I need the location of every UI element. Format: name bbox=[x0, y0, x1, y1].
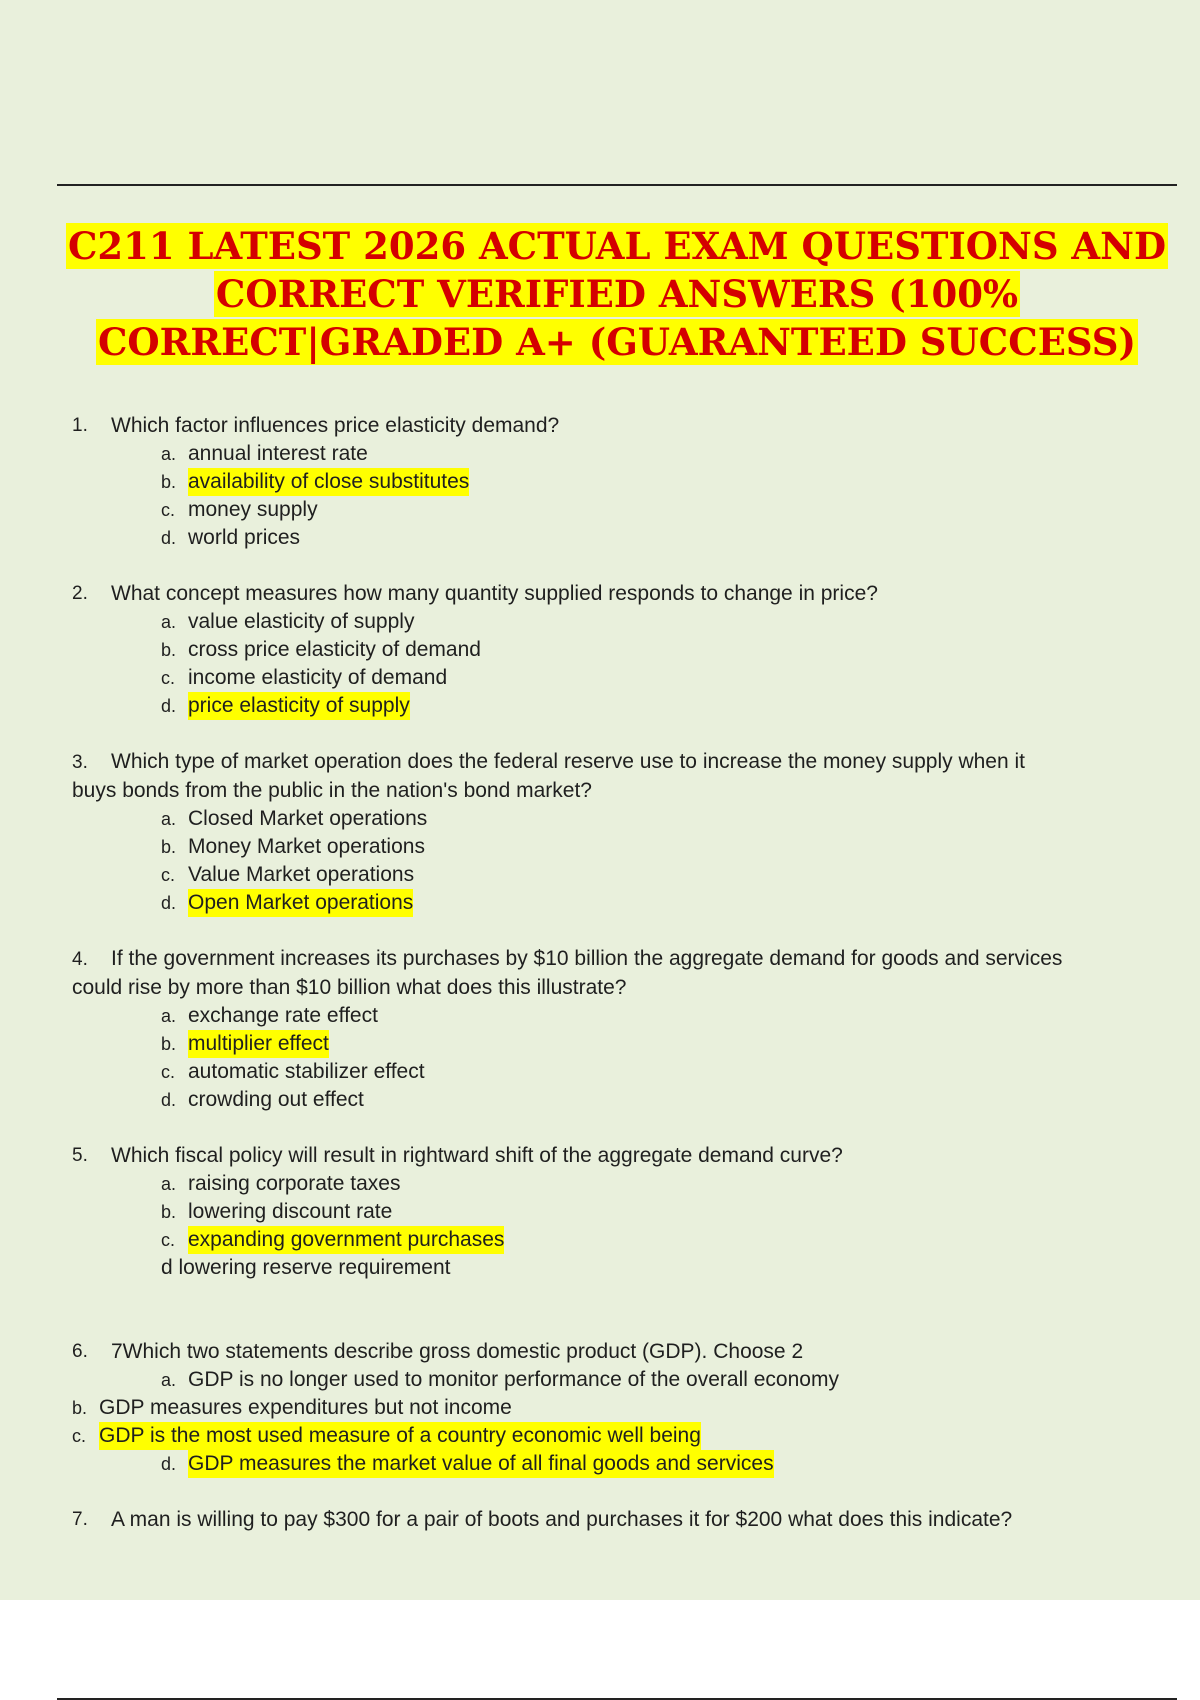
option-b: b. multiplier effect bbox=[161, 1030, 1182, 1058]
question-number: 3. bbox=[72, 752, 88, 773]
option-c: c. income elasticity of demand bbox=[161, 666, 448, 689]
correct-answer: multiplier effect bbox=[188, 1030, 329, 1058]
title-line-3: CORRECT|GRADED A+ (GUARANTEED SUCCESS) bbox=[97, 320, 1137, 364]
title-line-2: CORRECT VERIFIED ANSWERS (100% bbox=[215, 272, 1019, 316]
question-number: 5. bbox=[72, 1145, 88, 1166]
option-d: d. price elasticity of supply bbox=[161, 692, 1182, 720]
correct-answer: GDP measures the market value of all final goods and services bbox=[188, 1450, 774, 1478]
question-7 bbox=[72, 1506, 1182, 1534]
question-text-line-1: If the government increases its purchases by $10 billion the aggregate demand for goods and services bbox=[111, 947, 1063, 970]
option-b: b. lowering discount rate bbox=[161, 1200, 393, 1223]
question-number: 7. bbox=[72, 1509, 88, 1530]
correct-answer: availability of close substitutes bbox=[188, 468, 469, 496]
option-a: a. value elasticity of supply bbox=[161, 610, 415, 633]
question-2 bbox=[72, 580, 1182, 720]
question-3 bbox=[72, 748, 1182, 917]
question-text: 7Which two statements describe gross domestic product (GDP). Choose 2 bbox=[111, 1340, 804, 1363]
option-c: c. money supply bbox=[161, 498, 318, 521]
option-a: a. exchange rate effect bbox=[161, 1004, 378, 1027]
question-text-line-2: buys bonds from the public in the nation's bond market? bbox=[72, 779, 592, 802]
document-title bbox=[60, 222, 1174, 366]
question-list bbox=[72, 412, 1182, 1534]
option-b: b. availability of close substitutes bbox=[161, 468, 1182, 496]
question-1 bbox=[72, 412, 1182, 552]
question-text: What concept measures how many quantity supplied responds to change in price? bbox=[111, 582, 878, 605]
question-number: 2. bbox=[72, 583, 88, 604]
option-c: c. expanding government purchases bbox=[161, 1226, 1182, 1254]
option-a: a. raising corporate taxes bbox=[161, 1172, 401, 1195]
question-number: 1. bbox=[72, 415, 88, 436]
question-text: Which fiscal policy will result in rightward shift of the aggregate demand curve? bbox=[111, 1144, 843, 1167]
option-b: b. Money Market operations bbox=[161, 835, 425, 858]
option-c: c. GDP is the most used measure of a country economic well being bbox=[72, 1422, 1182, 1450]
question-text-line-2: could rise by more than $10 billion what does this illustrate? bbox=[72, 976, 627, 999]
option-a: a. GDP is no longer used to monitor performance of the overall economy bbox=[161, 1368, 839, 1391]
correct-answer: GDP is the most used measure of a country economic well being bbox=[99, 1422, 701, 1450]
option-c: c. automatic stabilizer effect bbox=[161, 1060, 425, 1083]
option-c: c. Value Market operations bbox=[161, 863, 415, 886]
question-5 bbox=[72, 1142, 1182, 1282]
option-d: d lowering reserve requirement bbox=[161, 1256, 451, 1279]
question-text-line-1: Which type of market operation does the federal reserve use to increase the money supply when it bbox=[111, 750, 1025, 773]
option-a: a. Closed Market operations bbox=[161, 807, 428, 830]
option-d: d. world prices bbox=[161, 526, 301, 549]
option-d: d. GDP measures the market value of all final goods and services bbox=[161, 1450, 1182, 1478]
option-b: b. cross price elasticity of demand bbox=[161, 638, 481, 661]
correct-answer: price elasticity of supply bbox=[188, 692, 410, 720]
option-d: d. Open Market operations bbox=[161, 889, 1182, 917]
question-text: A man is willing to pay $300 for a pair of boots and purchases it for $200 what does this indicate? bbox=[111, 1508, 1013, 1531]
title-line-1: C211 LATEST 2026 ACTUAL EXAM QUESTIONS AND bbox=[67, 224, 1167, 268]
option-d: d. crowding out effect bbox=[161, 1088, 364, 1111]
question-number: 6. bbox=[72, 1341, 88, 1362]
question-text: Which factor influences price elasticity demand? bbox=[111, 414, 560, 437]
question-number: 4. bbox=[72, 949, 88, 970]
question-4 bbox=[72, 945, 1182, 1114]
option-b: b. GDP measures expenditures but not income bbox=[72, 1396, 512, 1419]
option-a: a. annual interest rate bbox=[161, 442, 368, 465]
question-6 bbox=[72, 1338, 1182, 1478]
top-divider bbox=[57, 184, 1177, 186]
correct-answer: expanding government purchases bbox=[188, 1226, 504, 1254]
correct-answer: Open Market operations bbox=[188, 889, 413, 917]
